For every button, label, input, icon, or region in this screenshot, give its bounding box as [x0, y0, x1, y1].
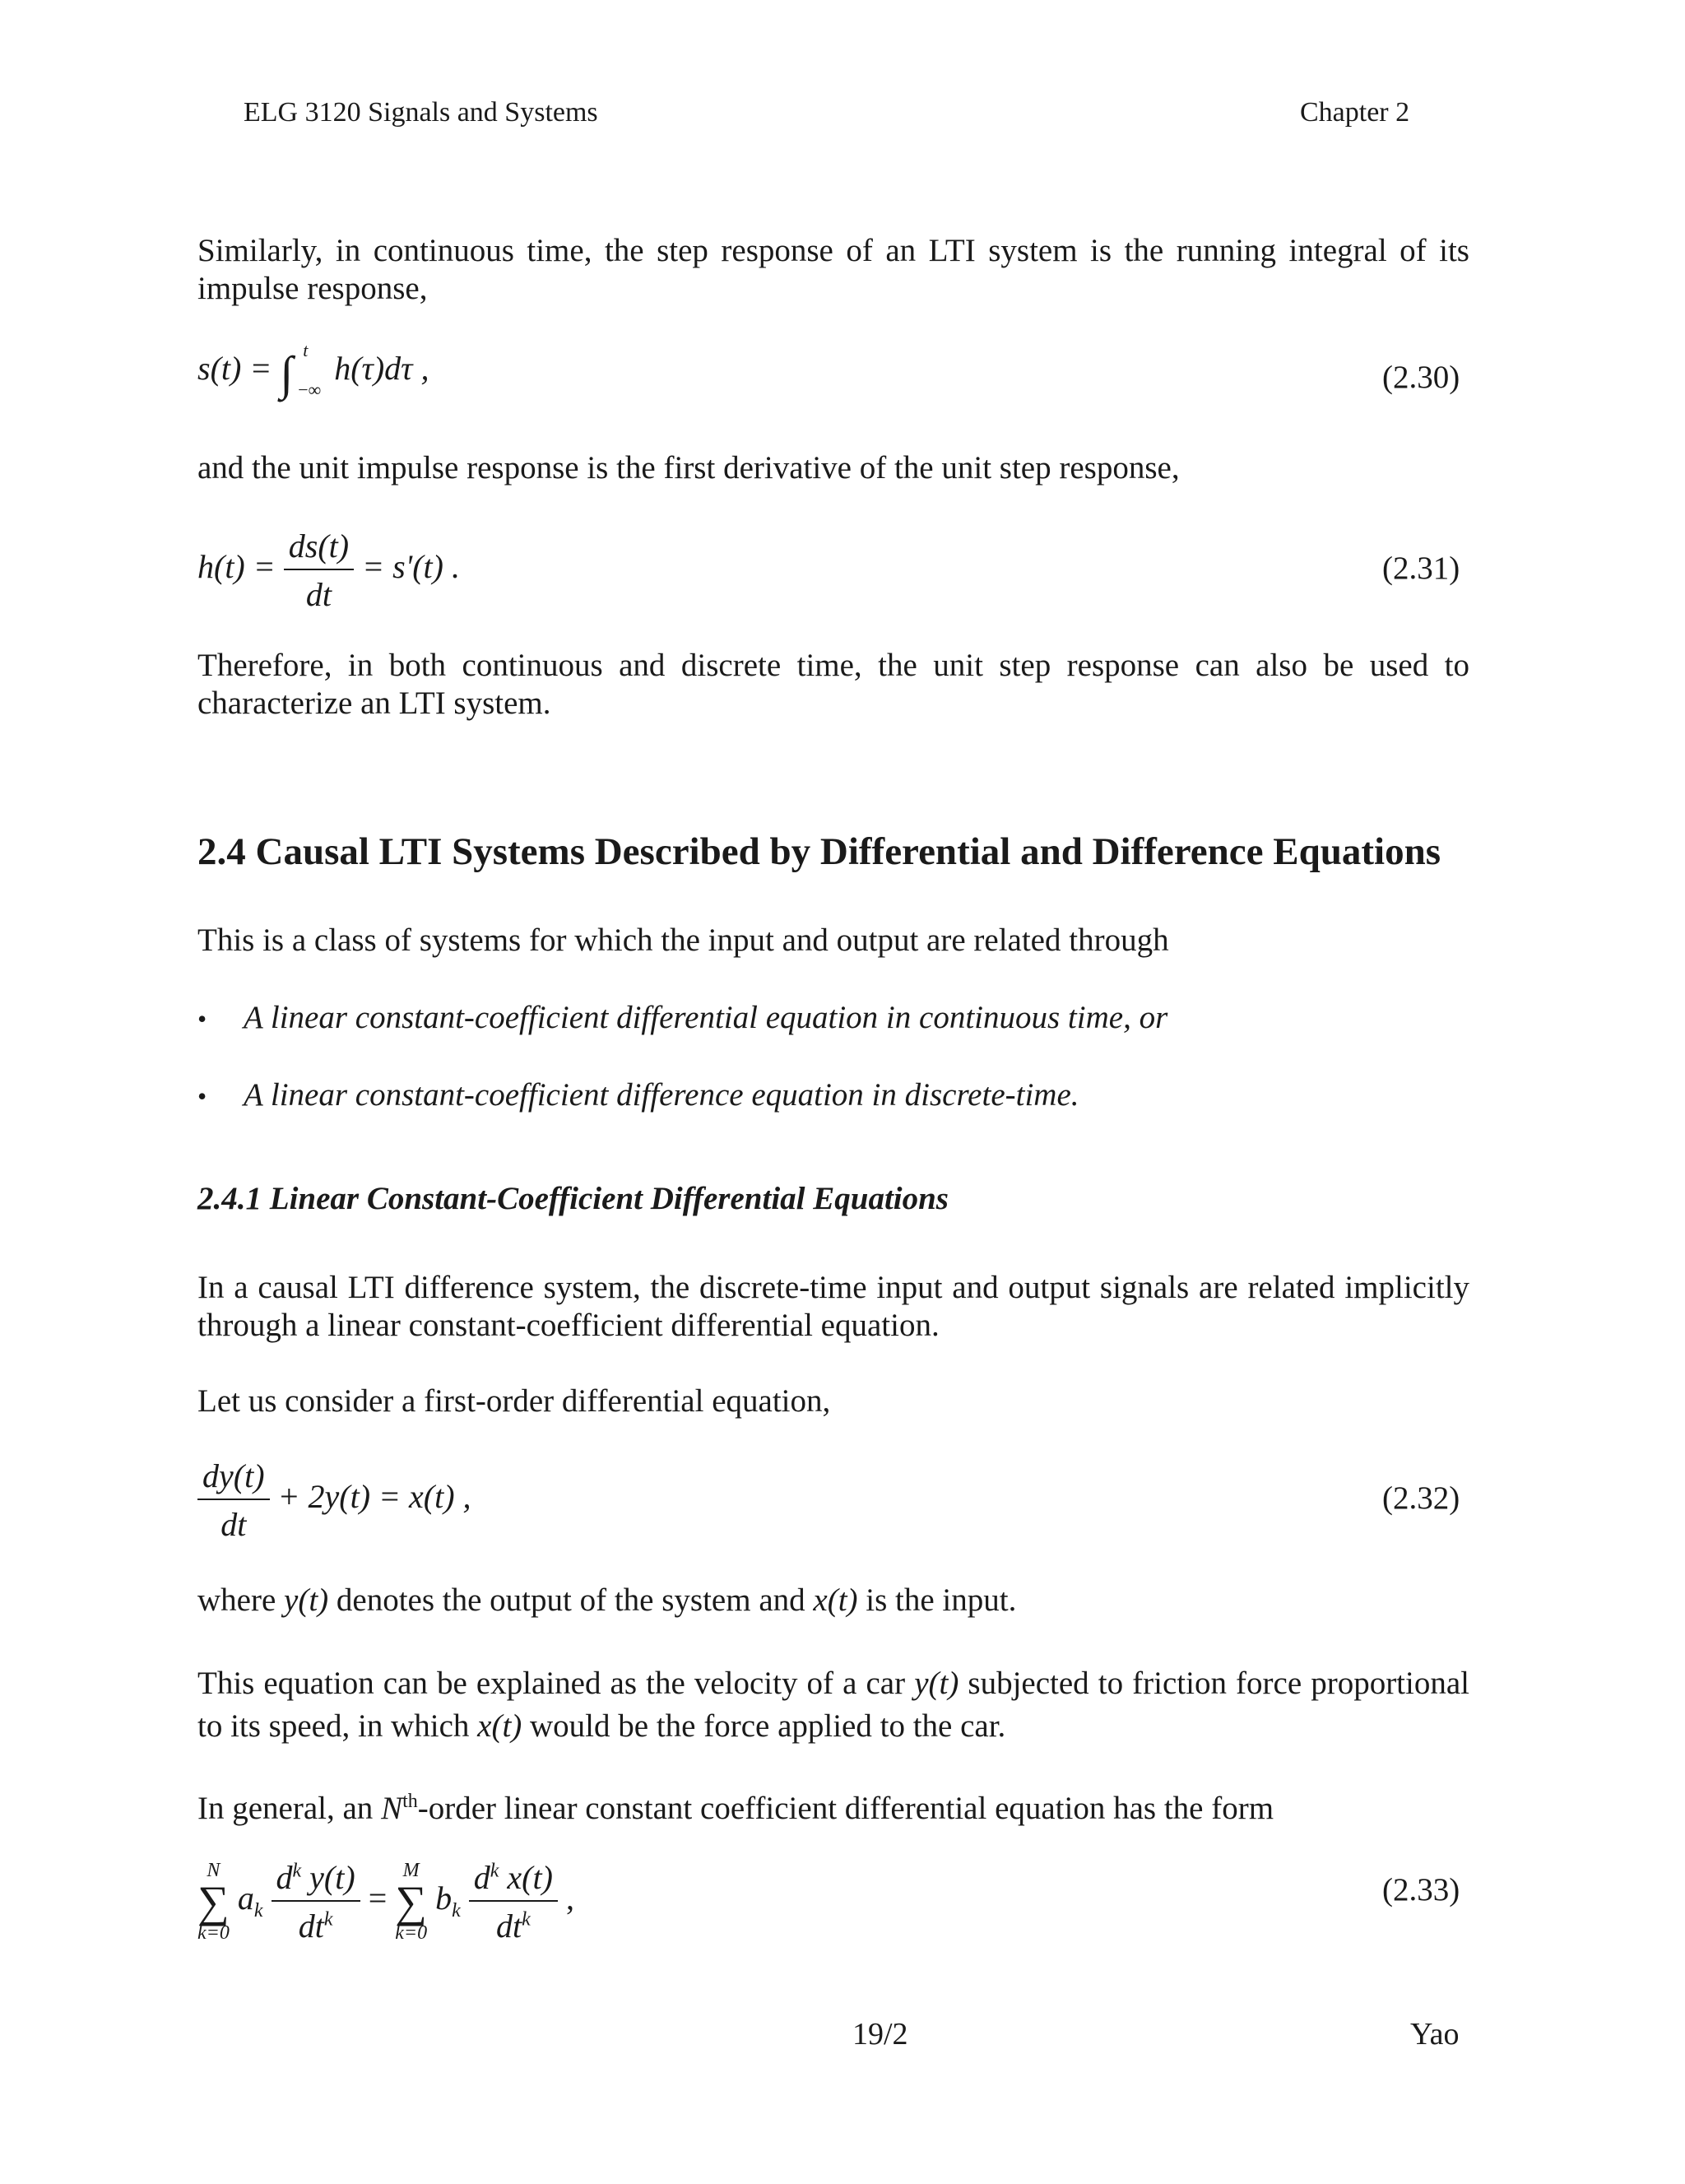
paragraph-where: where y(t) denotes the output of the system and x(t) is the input.: [197, 1582, 1017, 1618]
equation-2-31: [197, 527, 460, 614]
subsection-title: 2.4.1 Linear Constant-Coefficient Differential Equations: [197, 1181, 949, 1216]
equation-2-30: [197, 339, 429, 401]
eq-2-30-lhs: s(t) =: [197, 350, 281, 387]
integral-sign: ∫: [280, 346, 294, 400]
paragraph-therefore: Therefore, in both continuous and discrete time, the unit step response can also be used to characterize an LTI system.: [197, 648, 1469, 721]
chapter-header: Chapter 2: [1300, 97, 1410, 128]
equation-number-2-31: (2.31): [1382, 551, 1460, 586]
symbol-y-t: y(t): [914, 1666, 959, 1701]
bullet-icon: •: [197, 1004, 207, 1034]
sigma-icon: ∑: [395, 1877, 427, 1926]
symbol-x-t: x(t): [477, 1708, 522, 1744]
symbol-y-t: y(t): [284, 1582, 329, 1618]
paragraph-car-velocity: This equation can be explained as the velocity of a car y(t) subjected to friction force proportional to its speed, in which x(t) would be the force applied to the car.: [197, 1666, 1469, 1744]
eq-2-30-body: h(τ)dτ ,: [334, 350, 429, 387]
bullet-text: A linear constant-coefficient differential equation in continuous time, or: [244, 1000, 1168, 1035]
paragraph-first-order: Let us consider a first-order differential equation,: [197, 1383, 831, 1419]
page-number: 19/2: [852, 2017, 908, 2052]
sigma-icon: ∑: [197, 1877, 230, 1926]
paragraph-causal-lti: In a causal LTI difference system, the discrete-time input and output signals are related implicitly through a linear constant-coefficient differential equation.: [197, 1270, 1469, 1343]
integral-lower-limit: −∞: [298, 379, 322, 400]
eq-2-32-rhs: + 2y(t) = x(t) ,: [277, 1478, 471, 1516]
paragraph-nth-order: In general, an $N^{th}$-order linear constant coefficient differential equation has the form: [197, 1791, 1274, 1826]
fraction-dy-dt: [197, 1457, 270, 1544]
equation-2-33: N ∑ k=0 $a_k$ $\frac{d^k y(t)}{dt^k}$ = M ∑ k=0 $b_k$ $\frac{d^k x(t)}{dt^k}$ ,: [197, 1859, 574, 1945]
summation-right: M ∑ k=0: [395, 1860, 428, 1944]
summation-left: N ∑ k=0: [197, 1860, 230, 1944]
fraction-dky-dtk: $\frac{d^k y(t)}{dt^k}$: [272, 1858, 360, 1945]
fraction-numerator: ds(t): [284, 527, 354, 570]
integral-upper-limit: t: [303, 339, 309, 360]
author-footer: Yao: [1410, 2017, 1460, 2052]
symbol-n: N: [381, 1791, 403, 1826]
fraction-numerator: dy(t): [197, 1457, 270, 1500]
equation-number-2-32: (2.32): [1382, 1480, 1460, 1516]
bullet-text: A linear constant-coefficient difference equation in discrete-time.: [244, 1077, 1079, 1113]
fraction-dkx-dtk: $\frac{d^k x(t)}{dt^k}$: [469, 1858, 558, 1945]
equation-2-32: [197, 1457, 471, 1544]
fraction-denominator: dt: [305, 576, 332, 613]
fraction-ds-dt: [284, 527, 354, 614]
paragraph-impulse-derivative: and the unit impulse response is the first derivative of the unit step response,: [197, 450, 1180, 486]
fraction-denominator: dt: [220, 1506, 247, 1543]
equation-number-2-30: (2.30): [1382, 360, 1460, 395]
equation-number-2-33: (2.33): [1382, 1872, 1460, 1908]
section-title: 2.4 Causal LTI Systems Described by Differential and Difference Equations: [197, 830, 1441, 873]
paragraph-class-of-systems: This is a class of systems for which the input and output are related through: [197, 922, 1169, 958]
course-header: ELG 3120 Signals and Systems: [244, 97, 598, 128]
bullet-item: [197, 1076, 1079, 1113]
eq-2-31-rhs: = s'(t) .: [362, 548, 460, 586]
bullet-icon: •: [197, 1081, 207, 1111]
paragraph-step-response: Similarly, in continuous time, the step response of an LTI system is the running integral of its impulse response,: [197, 233, 1469, 306]
eq-2-31-lhs: h(t) =: [197, 548, 284, 586]
bullet-item: [197, 999, 1167, 1036]
symbol-x-t: x(t): [813, 1582, 858, 1618]
